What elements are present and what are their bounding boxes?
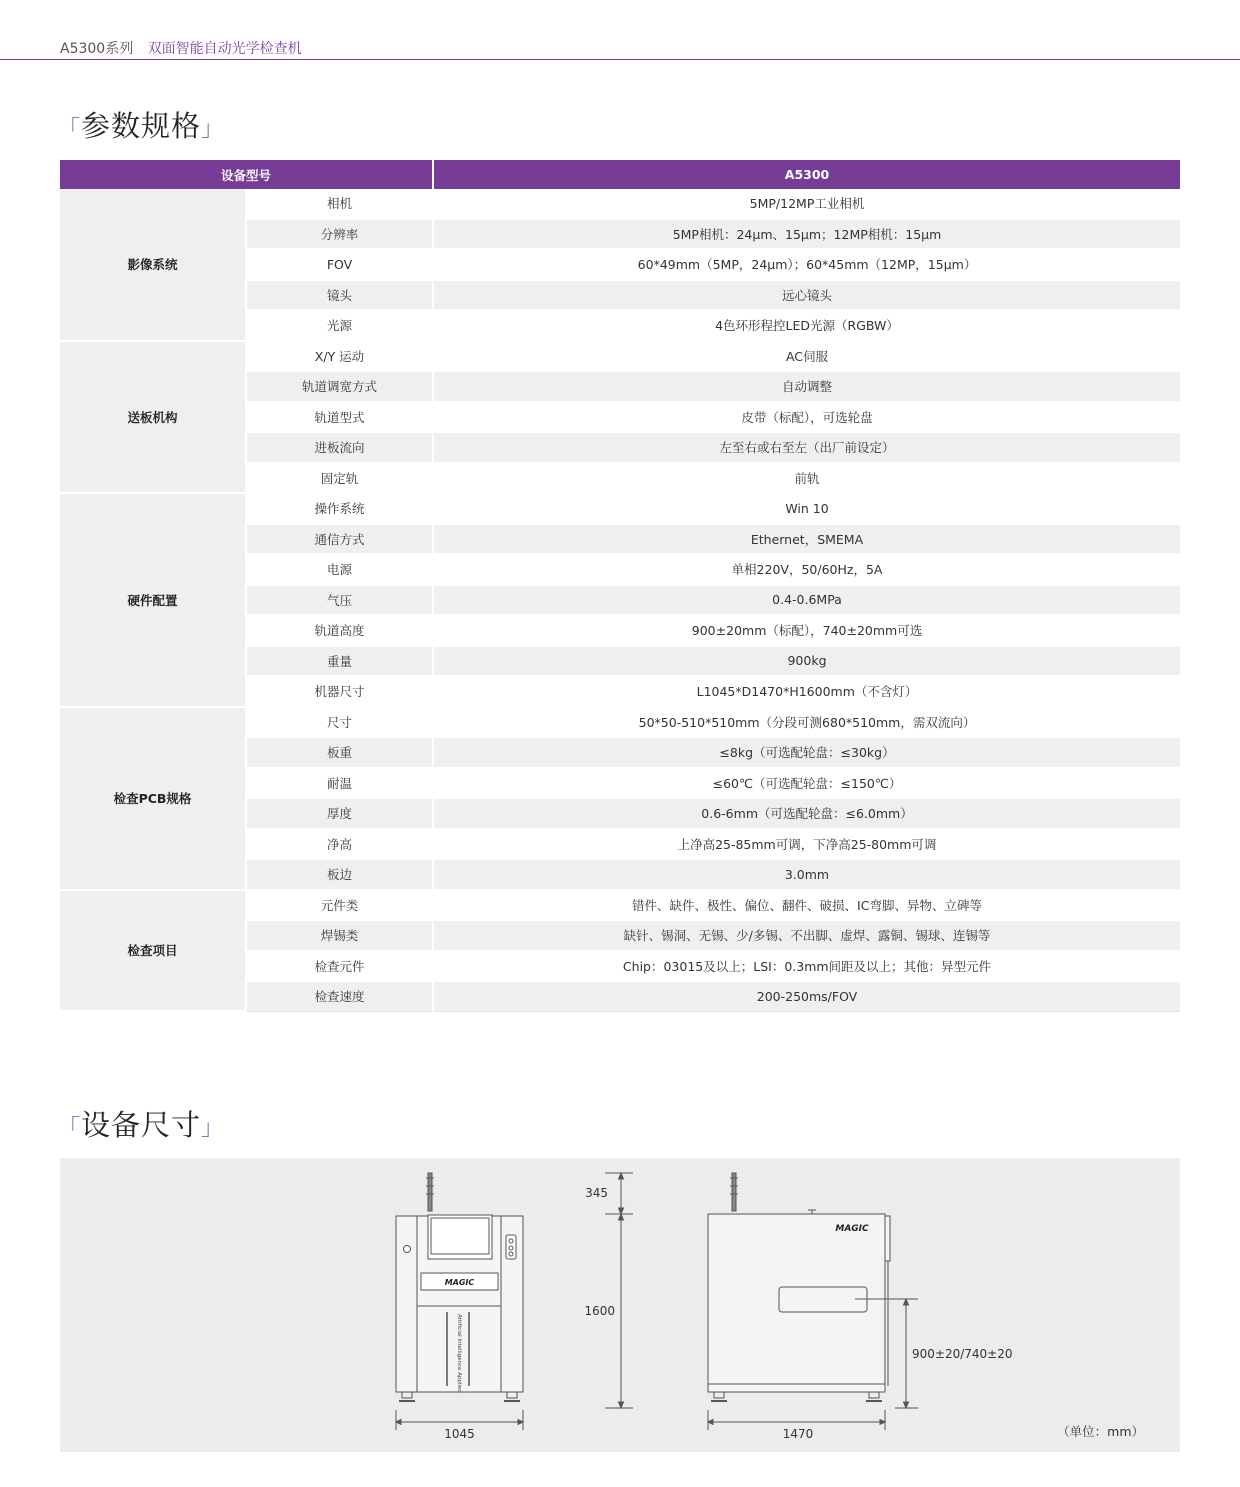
front-view bbox=[396, 1173, 523, 1441]
param-name-cell: 进板流向 bbox=[246, 432, 433, 463]
header-model-label: 设备型号 bbox=[60, 160, 433, 189]
param-name-cell: 检查速度 bbox=[246, 981, 433, 1011]
param-name-cell: X/Y 运动 bbox=[246, 341, 433, 372]
param-name-cell: 焊锡类 bbox=[246, 920, 433, 951]
param-value-cell: 60*49mm（5MP，24μm）；60*45mm（12MP，15μm） bbox=[433, 249, 1180, 280]
param-value-cell: 900±20mm（标配），740±20mm可选 bbox=[433, 615, 1180, 646]
param-value-cell: 单相220V，50/60Hz，5A bbox=[433, 554, 1180, 585]
page-header bbox=[60, 38, 302, 58]
param-value-cell: 0.6-6mm（可选配轮盘：≤6.0mm） bbox=[433, 798, 1180, 829]
table-row bbox=[60, 493, 1180, 524]
param-value-cell: ≤8kg（可选配轮盘：≤30kg） bbox=[433, 737, 1180, 768]
param-name-cell: 相机 bbox=[246, 189, 433, 219]
param-name-cell: 板重 bbox=[246, 737, 433, 768]
param-value-cell: 5MP/12MP工业相机 bbox=[433, 189, 1180, 219]
param-name-cell: 重量 bbox=[246, 646, 433, 677]
spec-title-text: 参数规格 bbox=[81, 109, 202, 143]
front-side-text: Artificial Intelligence Applied bbox=[456, 1314, 462, 1393]
param-value-cell: 自动调整 bbox=[433, 371, 1180, 402]
param-name-cell: FOV bbox=[246, 249, 433, 280]
dim-title-text: 设备尺寸 bbox=[81, 1108, 202, 1142]
depth-label: 1470 bbox=[782, 1427, 814, 1441]
param-name-cell: 镜头 bbox=[246, 280, 433, 311]
bracket-open-icon: 「 bbox=[58, 1116, 82, 1141]
dimension-drawing bbox=[60, 1158, 1180, 1452]
bracket-close-icon: 」 bbox=[201, 1116, 225, 1141]
param-value-cell: 0.4-0.6MPa bbox=[433, 585, 1180, 616]
lamp-height-label: 345 bbox=[585, 1186, 608, 1200]
table-row bbox=[60, 341, 1180, 372]
signal-lamp bbox=[428, 1173, 432, 1211]
param-name-cell: 机器尺寸 bbox=[246, 676, 433, 707]
param-value-cell: 错件、缺件、极性、偏位、翻件、破损、IC弯脚、异物、立碑等 bbox=[433, 890, 1180, 921]
param-value-cell: 3.0mm bbox=[433, 859, 1180, 890]
table-row bbox=[60, 890, 1180, 921]
unit-label: （单位：mm） bbox=[1057, 1424, 1144, 1439]
spec-table-body bbox=[60, 189, 1180, 1011]
category-cell: 检查项目 bbox=[60, 890, 246, 1012]
param-name-cell: 轨道调宽方式 bbox=[246, 371, 433, 402]
width-label: 1045 bbox=[444, 1427, 475, 1441]
spec-section-title bbox=[58, 104, 224, 145]
param-value-cell: 4色环形程控LED光源（RGBW） bbox=[433, 310, 1180, 341]
category-cell: 硬件配置 bbox=[60, 493, 246, 707]
param-name-cell: 通信方式 bbox=[246, 524, 433, 555]
side-window bbox=[779, 1287, 867, 1312]
spec-table-header bbox=[60, 160, 1180, 189]
param-value-cell: 远心镜头 bbox=[433, 280, 1180, 311]
param-value-cell: 50*50-510*510mm（分段可测680*510mm，需双流向） bbox=[433, 707, 1180, 738]
param-value-cell: 上净高25-85mm可调，下净高25-80mm可调 bbox=[433, 829, 1180, 860]
param-value-cell: ≤60℃（可选配轮盘：≤150℃） bbox=[433, 768, 1180, 799]
bracket-close-icon: 」 bbox=[201, 117, 225, 142]
dimension-panel bbox=[60, 1158, 1180, 1452]
param-name-cell: 净高 bbox=[246, 829, 433, 860]
side-signal-lamp bbox=[732, 1173, 736, 1211]
side-logo: MAGIC bbox=[835, 1224, 869, 1234]
height-label: 1600 bbox=[584, 1304, 615, 1318]
param-name-cell: 厚度 bbox=[246, 798, 433, 829]
param-name-cell: 耐温 bbox=[246, 768, 433, 799]
bracket-open-icon: 「 bbox=[58, 117, 82, 142]
category-cell: 检查PCB规格 bbox=[60, 707, 246, 890]
param-name-cell: 气压 bbox=[246, 585, 433, 616]
param-value-cell: 缺针、锡洞、无锡、少/多锡、不出脚、虚焊、露铜、锡球、连锡等 bbox=[433, 920, 1180, 951]
spec-table bbox=[60, 160, 1180, 1012]
param-name-cell: 操作系统 bbox=[246, 493, 433, 524]
param-value-cell: Win 10 bbox=[433, 493, 1180, 524]
front-monitor bbox=[431, 1218, 489, 1254]
header-model-value: A5300 bbox=[433, 160, 1180, 189]
dim-section-title bbox=[58, 1103, 224, 1144]
param-name-cell: 检查元件 bbox=[246, 951, 433, 982]
param-value-cell: Ethernet，SMEMA bbox=[433, 524, 1180, 555]
header-product: 双面智能自动光学检查机 bbox=[147, 41, 302, 57]
param-name-cell: 尺寸 bbox=[246, 707, 433, 738]
param-value-cell: 900kg bbox=[433, 646, 1180, 677]
category-cell: 影像系统 bbox=[60, 189, 246, 341]
side-view bbox=[708, 1173, 1013, 1441]
param-name-cell: 板边 bbox=[246, 859, 433, 890]
param-value-cell: 左至右或右至左（出厂前设定） bbox=[433, 432, 1180, 463]
param-name-cell: 电源 bbox=[246, 554, 433, 585]
param-value-cell: 皮带（标配），可选轮盘 bbox=[433, 402, 1180, 433]
height-dimension bbox=[584, 1173, 633, 1408]
param-name-cell: 轨道高度 bbox=[246, 615, 433, 646]
param-name-cell: 轨道型式 bbox=[246, 402, 433, 433]
param-value-cell: AC伺服 bbox=[433, 341, 1180, 372]
param-name-cell: 光源 bbox=[246, 310, 433, 341]
header-series: A5300系列 bbox=[60, 41, 134, 57]
front-logo: MAGIC bbox=[444, 1278, 475, 1287]
table-row bbox=[60, 707, 1180, 738]
param-value-cell: Chip：03015及以上；LSI：0.3mm间距及以上；其他：异型元件 bbox=[433, 951, 1180, 982]
category-cell: 送板机构 bbox=[60, 341, 246, 494]
param-name-cell: 元件类 bbox=[246, 890, 433, 921]
param-name-cell: 固定轨 bbox=[246, 463, 433, 494]
rail-height-label: 900±20/740±20 bbox=[912, 1347, 1013, 1361]
param-value-cell: L1045*D1470*H1600mm（不含灯） bbox=[433, 676, 1180, 707]
param-value-cell: 5MP相机：24μm、15μm；12MP相机：15μm bbox=[433, 219, 1180, 250]
param-name-cell: 分辨率 bbox=[246, 219, 433, 250]
param-value-cell: 200-250ms/FOV bbox=[433, 981, 1180, 1011]
header-divider bbox=[0, 59, 1240, 60]
param-value-cell: 前轨 bbox=[433, 463, 1180, 494]
table-row bbox=[60, 189, 1180, 219]
